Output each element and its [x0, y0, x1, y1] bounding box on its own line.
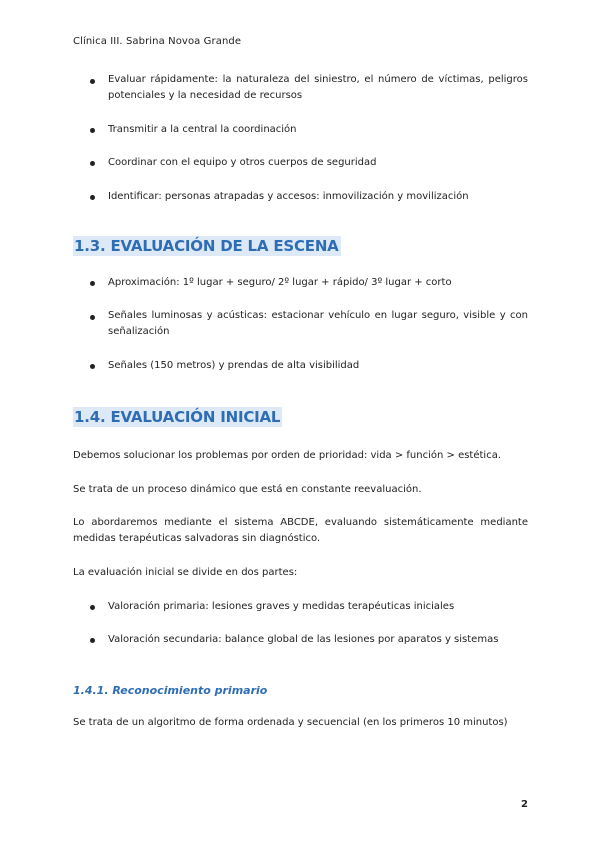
list-item: Señales luminosas y acústicas: estacionar vehículo en lugar seguro, visible y con señalización	[108, 310, 528, 337]
list-item: Valoración secundaria: balance global de las lesiones por aparatos y sistemas	[108, 634, 499, 645]
bullet-dot-icon	[90, 195, 95, 200]
bullet-dot-icon	[90, 638, 95, 643]
section-heading-1-4: 1.4. EVALUACIÓN INICIAL	[74, 408, 281, 426]
section-heading-1-3: 1.3. EVALUACIÓN DE LA ESCENA	[74, 237, 339, 255]
page-header: Clínica III. Sabrina Novoa Grande	[73, 36, 242, 47]
bullet-dot-icon	[90, 281, 95, 286]
paragraph: Se trata de un algoritmo de forma ordenada y secuencial (en los primeros 10 minutos)	[73, 717, 508, 728]
bullet-dot-icon	[90, 364, 95, 369]
list-item: Señales (150 metros) y prendas de alta visibilidad	[108, 360, 360, 371]
bullet-dot-icon	[90, 128, 95, 133]
list-item: Evaluar rápidamente: la naturaleza del siniestro, el número de víctimas, peligros potenciales y la necesidad de recursos	[108, 74, 528, 101]
bullet-dot-icon	[90, 161, 95, 166]
paragraph: Debemos solucionar los problemas por orden de prioridad: vida > función > estética.	[73, 450, 502, 461]
list-item: Coordinar con el equipo y otros cuerpos de seguridad	[108, 157, 377, 168]
list-item: Aproximación: 1º lugar + seguro/ 2º lugar + rápido/ 3º lugar + corto	[108, 277, 452, 288]
bullet-dot-icon	[90, 315, 95, 320]
paragraph: La evaluación inicial se divide en dos partes:	[73, 567, 298, 578]
list-item: Identificar: personas atrapadas y accesos: inmovilización y movilización	[108, 191, 469, 202]
list-item: Valoración primaria: lesiones graves y medidas terapéuticas iniciales	[108, 601, 455, 612]
paragraph: Lo abordaremos mediante el sistema ABCDE, evaluando sistemáticamente mediante medidas terapéuticas salvadoras sin diagnóstico.	[73, 517, 528, 544]
page-number: 2	[521, 799, 528, 810]
bullet-dot-icon	[90, 79, 95, 84]
bullet-dot-icon	[90, 605, 95, 610]
paragraph: Se trata de un proceso dinámico que está en constante reevaluación.	[73, 484, 422, 495]
list-item: Transmitir a la central la coordinación	[108, 124, 297, 135]
subsection-heading-1-4-1: 1.4.1. Reconocimiento primario	[73, 684, 268, 697]
